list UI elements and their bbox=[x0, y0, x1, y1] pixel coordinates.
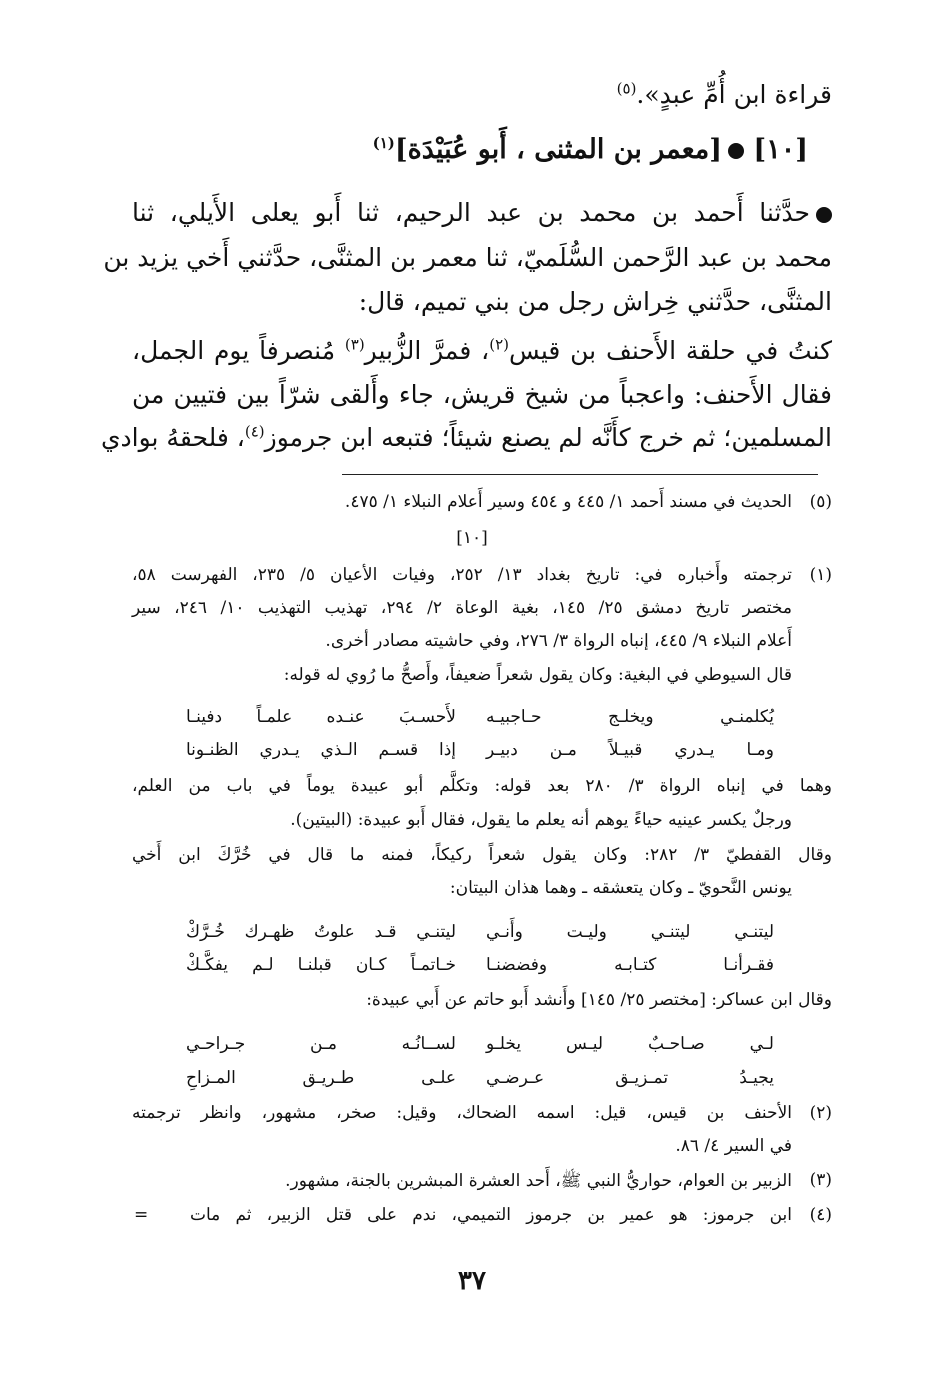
section-title: [معمر بن المثنى ، أَبو عُبَيْدَة] bbox=[394, 134, 723, 165]
footnote-2-number: (٢) bbox=[809, 1103, 832, 1123]
footnote-ref-2: (٢) bbox=[489, 335, 509, 354]
footnote-ref-5: (٥) bbox=[616, 79, 637, 98]
verse-3-first-hemistich: ليتنـي ليتنـي وليـت وأَنـي bbox=[486, 922, 774, 942]
body-line-3: المثنَّى، حدَّثني خِراش رجل من بني تميم، قال: bbox=[358, 287, 832, 316]
verse-2-first-hemistich: ومـا يـدري قبيـلاً مـن دبيـر bbox=[486, 740, 774, 760]
footnote-separator bbox=[342, 474, 818, 475]
verse-4-second-hemistich: خـاتمـاً كـان قبلنـا لـم يفكَّـكْ bbox=[186, 955, 456, 975]
verse-5-first-hemistich: لـي صـاحـبٌ ليـس يخلـو bbox=[486, 1034, 774, 1054]
footnote-1-line-7: وقال القفطيّ ٣/ ٢٨٢: وكان يقول شعراً ركيكاً، فمنه ما قال في خُرَّكَ ابن أَخي bbox=[132, 845, 832, 865]
footnote-ref-4: (٤) bbox=[244, 422, 265, 441]
verse-1-first-hemistich: يُكلمنـي ويخلـج حـاجبيـه bbox=[486, 707, 774, 727]
page-number: ٣٧ bbox=[458, 1266, 486, 1296]
footnote-1-number: (١) bbox=[809, 565, 832, 585]
footnote-3-number: (٣) bbox=[809, 1170, 832, 1190]
body-line-4: كنتُ في حلقة الأَحنف بن قيس$^{(٢)}$، فمرَّ الزُّبير$^{(٣)}$ مُنصرفاً يوم الجمل، bbox=[132, 335, 832, 365]
footnote-5-text: الحديث في مسند أَحمد ١/ ٤٤٥ و ٤٥٤ وسير أَعلام النبلاء ١/ ٤٧٥. bbox=[344, 492, 792, 512]
footnote-1-line-6: ورجلٌ يكسر عينيه حياءً يوهم أنه يعلم ما يقول، فقال أَبو عبيدة: (البيتين). bbox=[290, 810, 792, 830]
footnote-2-line-1: الأحنف بن قيس، قيل: اسمه الضحاك، وقيل: صخر، مشهور، وانظر ترجمته bbox=[132, 1103, 792, 1123]
footnote-ref-1: (١) bbox=[372, 134, 395, 152]
verse-3-second-hemistich: ليتنـي قـد علوتُ ظهـرك خُـرَّكْ bbox=[186, 922, 456, 942]
body-line-5: فقال الأَحنف: واعجباً من شيخ قريش، جاء وأَلقى شرّاً بين فتيين من bbox=[132, 380, 832, 409]
section-number: [١٠] bbox=[753, 134, 808, 165]
footnote-1-line-4: قال السيوطي في البغية: وكان يقول شعراً ضعيفاً، وأَصحُّ ما رُوي له قوله: bbox=[283, 665, 792, 685]
continuation-line bbox=[617, 80, 832, 109]
footnote-3-text: الزبير بن العوام، حواريُّ النبي ﷺ، أَحد العشرة المبشرين بالجنة، مشهور. bbox=[285, 1171, 792, 1191]
verse-6-second-hemistich: علـى طـريـق المـزاحِ bbox=[186, 1068, 456, 1088]
footnote-1-line-8: يونس النَّحويّ ـ وكان يتعشقه ـ وهما هذان البيتان: bbox=[449, 878, 792, 898]
bullet-icon bbox=[728, 143, 744, 159]
footnote-1-line-2: مختصر تاريخ دمشق ٢٥/ ١٤٥، بغية الوعاة ٢/ ٢٩٤، تهذيب التهذيب ١٠/ ٢٤٦، سير bbox=[132, 598, 792, 618]
footnote-ref-3: (٣) bbox=[344, 335, 365, 354]
verse-2-second-hemistich: إذا قسـم الـذي يـدري الظنـونا bbox=[186, 740, 456, 760]
bullet-icon bbox=[816, 207, 832, 223]
footnote-2-line-2: في السير ٤/ ٨٦. bbox=[675, 1136, 792, 1156]
verse-6-first-hemistich: يجيـدُ تمـزيـق عـرضـي bbox=[486, 1068, 774, 1088]
verse-1-second-hemistich: لأَحسـبَ عنـده علمـاً دفينـا bbox=[186, 707, 456, 727]
footnote-1-line-5: وهما في إنباه الرواة ٣/ ٢٨٠ بعد قوله: وتكلَّم أبو عبيدة يوماً في باب من العلم، bbox=[132, 776, 832, 796]
footnote-4-text: ابن جرموز: هو عمير بن جرموز التميمي، ندم على قتل الزبير، ثم مات bbox=[190, 1205, 792, 1225]
footnote-1-line-9: وقال ابن عساكر: [مختصر ٢٥/ ١٤٥] وأَنشد أَبو حاتم عن أَبي عبيدة: bbox=[366, 990, 832, 1010]
footnote-5-number: (٥) bbox=[809, 492, 832, 512]
body-line-1: حدَّثنا أَحمد بن محمد بن عبد الرحيم، ثنا أَبو يعلى الأَيلي، ثنا bbox=[132, 198, 832, 227]
footnote-1-line-3: أَعلام النبلاء ٩/ ٤٤٥، إنباه الرواة ٣/ ٢٧٦، وفي حاشيته مصادر أخرى. bbox=[325, 631, 792, 651]
continuation-text: قراءة ابن أُمِّ عبدٍ». bbox=[636, 80, 832, 109]
body-line-6: المسلمين؛ ثم خرج كأَنَّه لم يصنع شيئاً؛ فتبعه ابن جرموز$^{(٤)}$، فلحقهُ بوادي bbox=[100, 422, 832, 452]
verse-5-second-hemistich: لســانُـه مـن جـراحـي bbox=[186, 1034, 456, 1054]
footnote-section-label: [١٠] bbox=[456, 528, 488, 548]
footnote-4-number: (٤) bbox=[809, 1205, 832, 1225]
section-heading bbox=[373, 134, 808, 165]
verse-4-first-hemistich: فقـرأنـا كتـابـه وفضضنـا bbox=[486, 955, 774, 975]
footnote-1-line-1: ترجمته وأَخباره في: تاريخ بغداد ١٣/ ٢٥٢، وفيات الأعيان ٥/ ٢٣٥، الفهرست ٥٨، bbox=[132, 565, 792, 585]
continuation-mark: = bbox=[134, 1205, 149, 1225]
body-line-2: محمد بن عبد الرَّحمن السُّلَميّ، ثنا معمر بن المثنَّى، حدَّثني أَخي يزيد بن bbox=[103, 243, 832, 272]
